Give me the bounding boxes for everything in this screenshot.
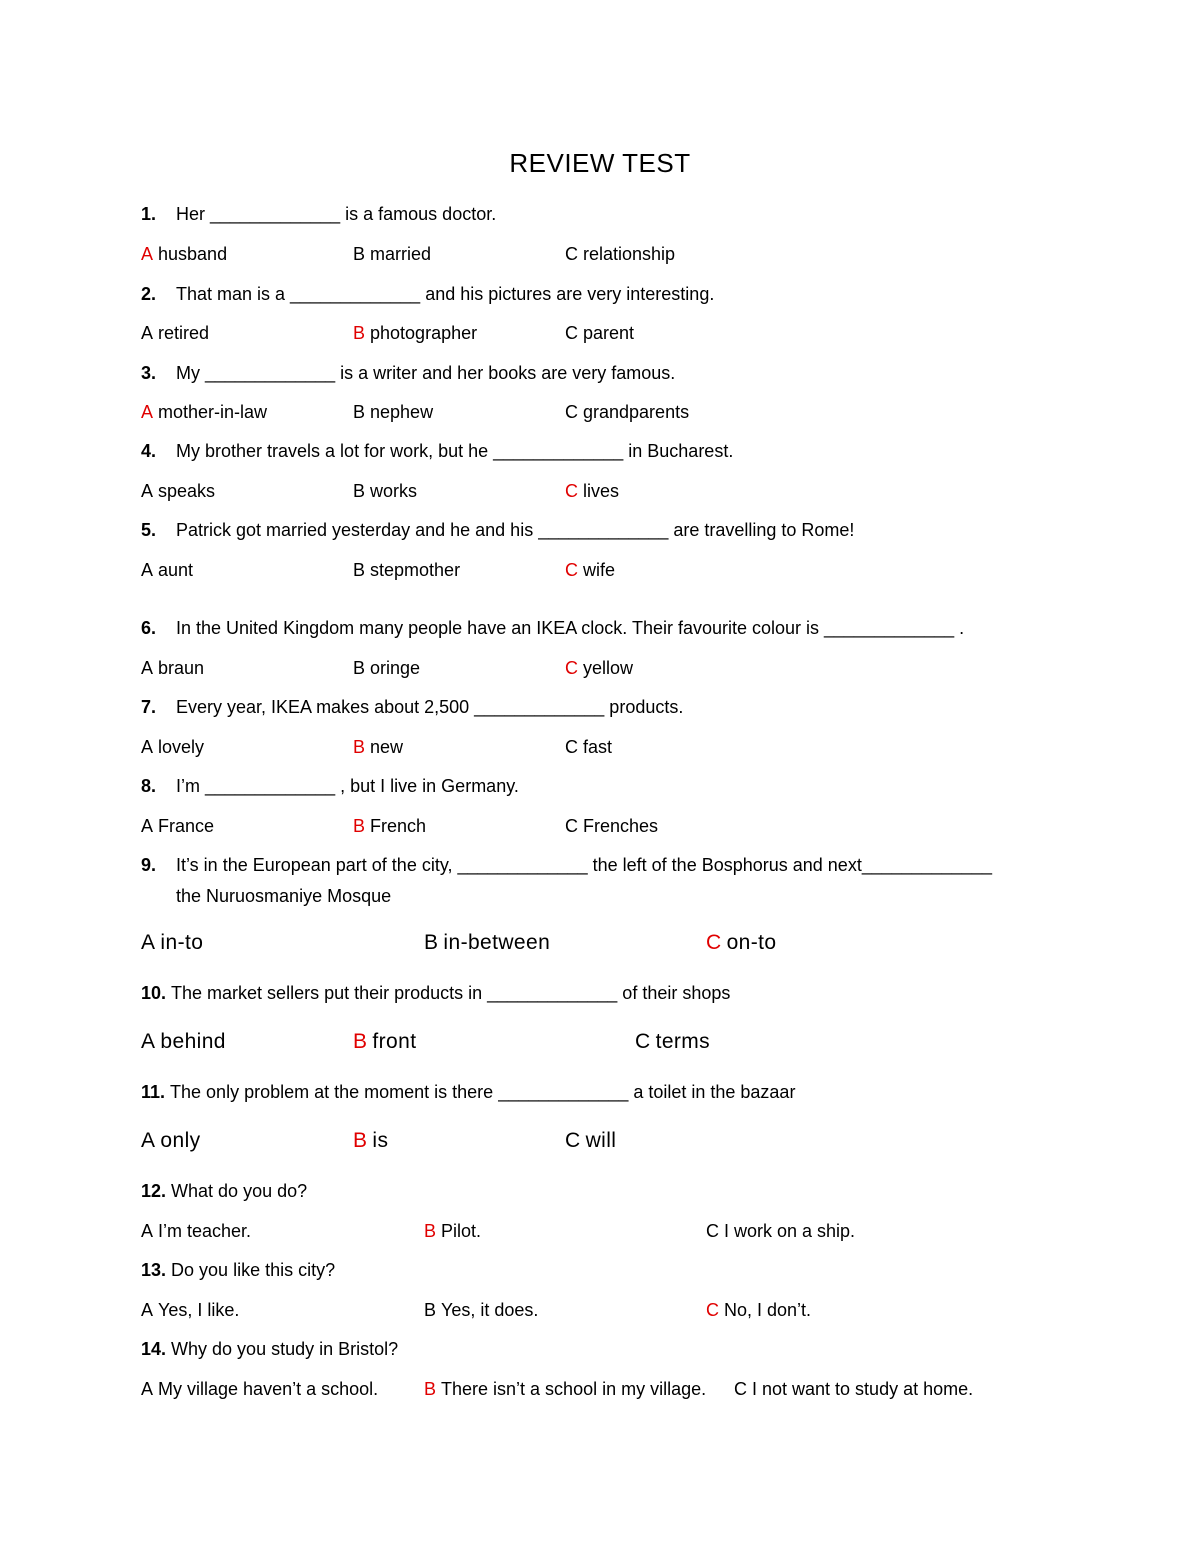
option-text: Yes, I like. [158, 1300, 240, 1320]
options-7 [141, 736, 1141, 760]
option-a[interactable] [141, 559, 193, 581]
option-text: retired [158, 323, 210, 343]
option-letter: C [565, 1129, 581, 1152]
option-a[interactable] [141, 657, 204, 679]
option-text: lovely [158, 737, 205, 757]
option-text: nephew [370, 402, 434, 422]
option-text: France [158, 816, 215, 836]
option-c[interactable] [706, 930, 776, 956]
option-b[interactable] [353, 1029, 416, 1055]
option-text: photographer [370, 323, 478, 343]
option-c[interactable] [565, 559, 615, 581]
question-number: 14. [141, 1339, 167, 1359]
option-letter: C [565, 816, 578, 836]
option-text: Pilot. [441, 1221, 482, 1241]
question-number: 8. [141, 776, 157, 796]
option-b[interactable] [353, 401, 433, 423]
option-letter: A [141, 1300, 154, 1320]
question-9 [141, 854, 992, 907]
option-letter: C [565, 560, 578, 580]
option-text: on-to [726, 931, 777, 954]
options-11 [141, 1128, 1141, 1156]
question-10 [141, 982, 730, 1004]
question-2 [141, 283, 714, 305]
option-text: lives [583, 481, 620, 501]
option-letter: C [565, 402, 578, 422]
question-text: In the United Kingdom many people have an IKEA clock. Their favourite colour is _____________ . [176, 618, 965, 638]
options-6 [141, 657, 1141, 681]
option-a[interactable] [141, 930, 203, 956]
option-b[interactable] [353, 559, 460, 581]
option-c[interactable] [565, 401, 689, 423]
option-text: Frenches [583, 816, 659, 836]
option-text: There isn’t a school in my village. [441, 1379, 707, 1399]
question-number: 4. [141, 441, 157, 461]
option-text: only [160, 1129, 201, 1152]
option-c[interactable] [565, 480, 619, 502]
question-number: 12. [141, 1181, 167, 1201]
option-letter: A [141, 244, 154, 264]
option-letter: A [141, 560, 154, 580]
question-text: My brother travels a lot for work, but he _____________ in Bucharest. [176, 441, 734, 461]
option-text: stepmother [370, 560, 461, 580]
question-5 [141, 519, 854, 541]
option-text: married [370, 244, 432, 264]
question-number: 1. [141, 204, 157, 224]
option-letter: A [141, 1030, 156, 1053]
option-a[interactable] [141, 480, 215, 502]
option-letter: C [706, 1221, 719, 1241]
option-text: in-between [443, 931, 551, 954]
option-letter: B [353, 816, 366, 836]
option-c[interactable] [635, 1029, 710, 1055]
option-c[interactable] [565, 322, 634, 344]
option-letter: B [353, 244, 366, 264]
option-c[interactable] [565, 1128, 616, 1154]
option-letter: C [565, 323, 578, 343]
question-3 [141, 362, 675, 384]
question-text: What do you do? [171, 1181, 308, 1201]
question-text: The market sellers put their products in _____________ of their shops [171, 983, 731, 1003]
option-a[interactable] [141, 243, 227, 265]
option-text: fast [583, 737, 613, 757]
question-6 [141, 617, 964, 639]
options-9 [141, 930, 1141, 958]
option-text: front [372, 1030, 417, 1053]
option-letter: A [141, 1221, 154, 1241]
question-number: 11. [141, 1082, 166, 1102]
option-text: braun [158, 658, 205, 678]
question-text: Every year, IKEA makes about 2,500 _____________ products. [176, 697, 684, 717]
question-1 [141, 203, 496, 225]
option-c[interactable] [706, 1220, 855, 1242]
question-number: 13. [141, 1260, 167, 1280]
option-text: will [585, 1129, 617, 1152]
option-text: Yes, it does. [441, 1300, 539, 1320]
option-text: husband [158, 244, 228, 264]
option-letter: A [141, 481, 154, 501]
option-text: I not want to study at home. [752, 1379, 974, 1399]
option-a[interactable] [141, 1029, 226, 1055]
question-text-continued: the Nuruosmaniye Mosque [176, 886, 392, 906]
option-c[interactable] [565, 736, 612, 758]
option-letter: B [353, 323, 366, 343]
option-text: French [370, 816, 427, 836]
option-b[interactable] [424, 930, 550, 956]
option-text: new [370, 737, 404, 757]
question-text: Her _____________ is a famous doctor. [176, 204, 497, 224]
option-letter: C [565, 658, 578, 678]
option-text: speaks [158, 481, 216, 501]
question-number: 6. [141, 618, 157, 638]
option-b[interactable] [353, 480, 417, 502]
option-text: behind [160, 1030, 226, 1053]
question-text: It’s in the European part of the city, _____________ the left of the Bosphorus and next_____________ [176, 855, 992, 875]
question-text: The only problem at the moment is there _____________ a toilet in the bazaar [170, 1082, 796, 1102]
question-text: That man is a _____________ and his pictures are very interesting. [176, 284, 715, 304]
option-letter: C [565, 737, 578, 757]
option-text: grandparents [583, 402, 690, 422]
options-13 [141, 1299, 1141, 1323]
option-a[interactable] [141, 401, 267, 423]
option-letter: A [141, 402, 154, 422]
option-letter: C [706, 1300, 719, 1320]
question-text: My _____________ is a writer and her books are very famous. [176, 363, 676, 383]
option-text: in-to [160, 931, 204, 954]
option-text: is [372, 1129, 389, 1152]
option-b[interactable] [353, 815, 426, 837]
option-text: I work on a ship. [724, 1221, 856, 1241]
option-letter: B [353, 737, 366, 757]
option-text: mother-in-law [158, 402, 268, 422]
options-14 [141, 1378, 1141, 1402]
option-text: yellow [583, 658, 634, 678]
option-b[interactable] [353, 736, 403, 758]
option-letter: B [353, 402, 366, 422]
option-text: No, I don’t. [724, 1300, 812, 1320]
option-letter: A [141, 931, 156, 954]
option-letter: B [353, 658, 366, 678]
option-text: wife [583, 560, 616, 580]
option-letter: B [353, 481, 366, 501]
option-letter: A [141, 323, 154, 343]
option-text: aunt [158, 560, 194, 580]
option-text: parent [583, 323, 635, 343]
option-letter: C [706, 931, 722, 954]
question-text: Patrick got married yesterday and he and his _____________ are travelling to Rome! [176, 520, 855, 540]
option-letter: C [565, 481, 578, 501]
question-4 [141, 440, 733, 462]
question-7 [141, 696, 683, 718]
question-12 [141, 1180, 307, 1202]
option-letter: B [353, 1030, 368, 1053]
option-b[interactable] [353, 657, 420, 679]
page-title: REVIEW TEST [509, 148, 691, 178]
options-1 [141, 243, 1141, 267]
option-c[interactable] [734, 1378, 973, 1400]
option-a[interactable] [141, 1299, 239, 1321]
options-4 [141, 480, 1141, 504]
option-letter: B [424, 1379, 437, 1399]
option-b[interactable] [353, 1128, 388, 1154]
option-c[interactable] [565, 815, 658, 837]
option-letter: B [424, 1221, 437, 1241]
option-letter: A [141, 737, 154, 757]
option-letter: A [141, 658, 154, 678]
options-8 [141, 815, 1141, 839]
option-c[interactable] [706, 1299, 811, 1321]
option-a[interactable] [141, 815, 214, 837]
option-text: works [370, 481, 418, 501]
question-number: 3. [141, 363, 157, 383]
option-b[interactable] [424, 1299, 538, 1321]
option-letter: A [141, 1379, 154, 1399]
options-3 [141, 401, 1141, 425]
option-letter: C [734, 1379, 747, 1399]
option-text: relationship [583, 244, 676, 264]
option-letter: B [424, 931, 439, 954]
option-text: oringe [370, 658, 421, 678]
options-5 [141, 559, 1141, 583]
options-12 [141, 1220, 1141, 1244]
question-text: Do you like this city? [171, 1260, 336, 1280]
option-text: My village haven’t a school. [158, 1379, 379, 1399]
question-number: 10. [141, 983, 167, 1003]
option-a[interactable] [141, 1220, 251, 1242]
option-a[interactable] [141, 322, 209, 344]
question-number: 9. [141, 855, 157, 875]
option-letter: A [141, 816, 154, 836]
option-letter: C [635, 1030, 651, 1053]
question-8 [141, 775, 519, 797]
option-letter: C [565, 244, 578, 264]
question-14 [141, 1338, 398, 1360]
option-b[interactable] [353, 322, 477, 344]
question-11 [141, 1081, 795, 1103]
option-letter: A [141, 1129, 156, 1152]
options-10 [141, 1029, 1141, 1057]
option-c[interactable] [565, 657, 633, 679]
question-text: I’m _____________ , but I live in Germany. [176, 776, 519, 796]
option-text: terms [655, 1030, 711, 1053]
option-b[interactable] [424, 1220, 481, 1242]
option-letter: B [353, 1129, 368, 1152]
option-b[interactable] [424, 1378, 706, 1400]
option-a[interactable] [141, 736, 204, 758]
option-text: I’m teacher. [158, 1221, 252, 1241]
option-a[interactable] [141, 1378, 378, 1400]
question-number: 5. [141, 520, 157, 540]
question-number: 7. [141, 697, 157, 717]
options-2 [141, 322, 1141, 346]
option-a[interactable] [141, 1128, 201, 1154]
option-b[interactable] [353, 243, 431, 265]
question-13 [141, 1259, 335, 1281]
question-text: Why do you study in Bristol? [171, 1339, 399, 1359]
option-letter: B [424, 1300, 437, 1320]
question-number: 2. [141, 284, 157, 304]
option-c[interactable] [565, 243, 675, 265]
option-letter: B [353, 560, 366, 580]
